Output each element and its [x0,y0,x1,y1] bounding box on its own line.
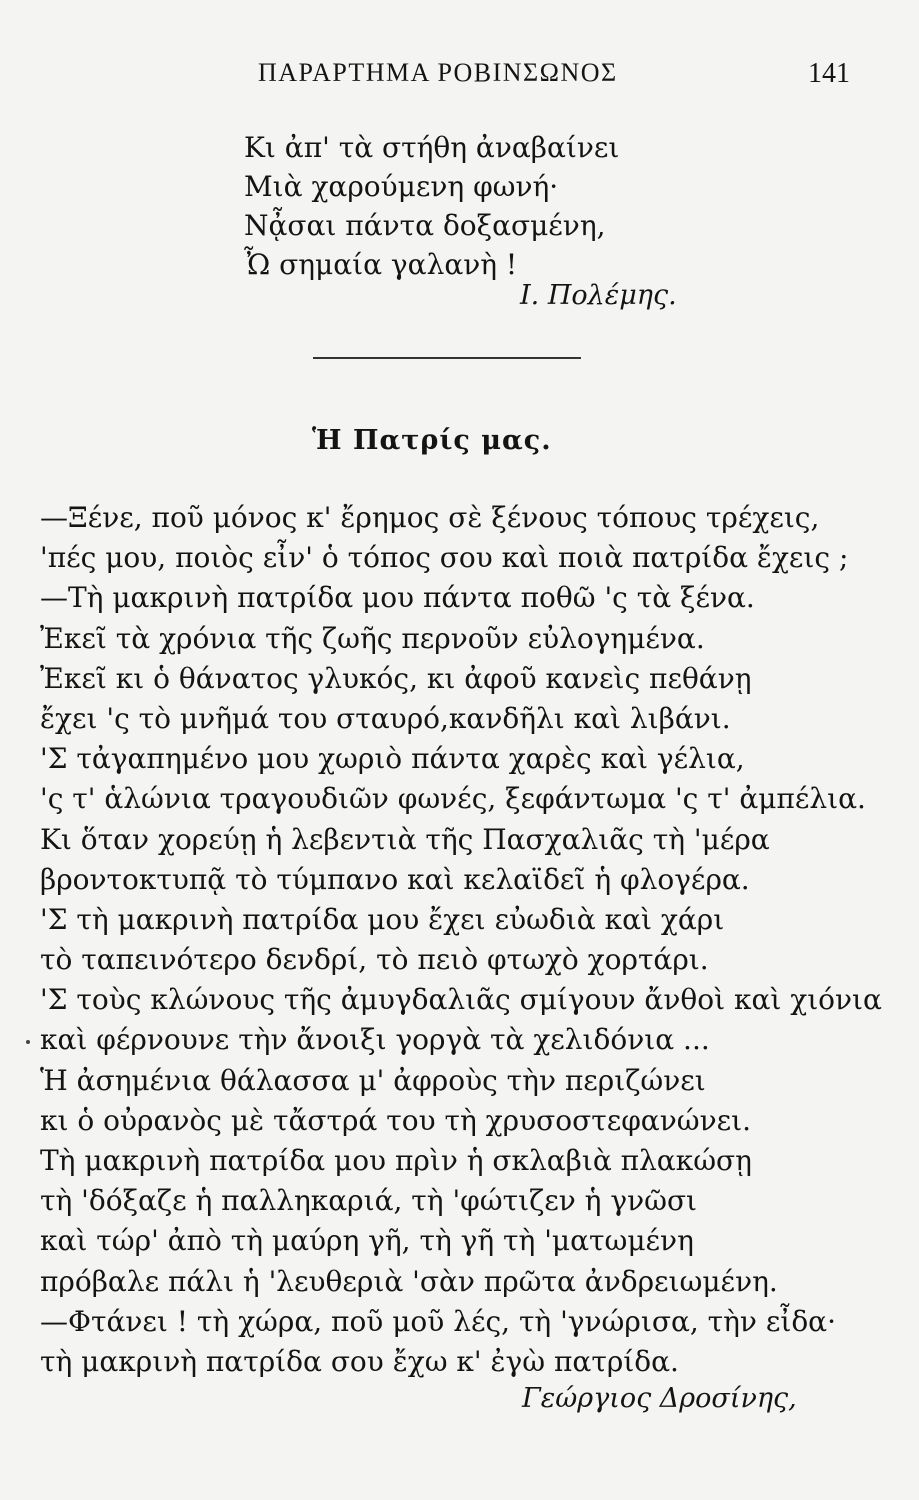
poem-line: τὴ 'δόξαζε ἡ παλληκαριά, τὴ 'φώτιζεν ἡ γνῶσι [40,1184,698,1218]
poem-line: καὶ τώρ' ἀπὸ τὴ μαύρη γῆ, τὴ γῆ τὴ 'ματωμένη [40,1224,694,1258]
poem-title: Ἡ Πατρίς μας. [312,425,552,456]
poem-line: 'Σ τὴ μακρινὴ πατρίδα μου ἔχει εὐωδιὰ καὶ χάρι [40,902,725,936]
running-title: ΠΑΡΑΡΤΗΜΑ ΡΟΒΙΝΣΩΝΟΣ [258,58,618,87]
poem-line: τὴ μακρινὴ πατρίδα σου ἔχω κ' ἐγὼ πατρίδα. [40,1344,679,1378]
poem-author: Γεώργιος Δροσίνης, [522,1383,797,1414]
poem-line: 'πές μου, ποιὸς εἶν' ὁ τόπος σου καὶ ποιὰ πατρίδα ἔχεις ; [40,541,849,575]
stanza-line: Μιὰ χαρούμενη φωνή· [244,170,559,203]
poem-line: πρόβαλε πάλι ἡ 'λευθεριὰ 'σὰν πρῶτα ἀνδρειωμένη. [40,1264,778,1298]
poem-line: Κι ὅταν χορεύῃ ἡ λεβεντιὰ τῆς Πασχαλιᾶς τὴ 'μέρα [40,822,770,856]
poem-line: κι ὁ οὐρανὸς μὲ τἄστρά του τὴ χρυσοστεφανώνει. [40,1103,751,1137]
running-header [258,58,858,98]
stanza-line: Νᾆσαι πάντα δοξασμένη, [244,209,606,242]
poem-line: ἔχει 'ς τὸ μνῆμά του σταυρό,κανδῆλι καὶ λιβάνι. [40,701,731,735]
poem-body [40,498,900,1382]
stanza-author: Ι. Πολέμης. [520,280,677,311]
poem-line: —Τὴ μακρινὴ πατρίδα μου πάντα ποθῶ 'ς τὰ ξένα. [40,581,755,615]
poem-line: Τὴ μακρινὴ πατρίδα μου πρὶν ἡ σκλαβιὰ πλακώσῃ [40,1144,752,1177]
poem-line: Ἐκεῖ κι ὁ θάνατος γλυκός, κι ἀφοῦ κανεὶς πεθάνῃ [40,661,752,695]
poem-line: 'Σ τοὺς κλώνους τῆς ἀμυγδαλιᾶς σμίγουν ἄνθοὶ καὶ χιόνια [40,983,882,1017]
page-number: 141 [808,58,850,89]
poem-line: Ἡ ἀσημένια θάλασσα μ' ἀφροὺς τὴν περιζώνει [40,1063,706,1097]
poem-line: —Φτάνει ! τὴ χώρα, ποῦ μοῦ λές, τὴ 'γνώρισα, τὴν εἶδα· [40,1304,836,1338]
poem-line: τὸ ταπεινότερο δενδρί, τὸ πειὸ φτωχὸ χορτάρι. [40,943,709,977]
poem-line: βροντοκτυπᾷ τὸ τύμπανο καὶ κελαϊδεῖ ἡ φλογέρα. [40,862,750,896]
closing-stanza [244,128,744,284]
poem-line: Ἐκεῖ τὰ χρόνια τῆς ζωῆς περνοῦν εὐλογημένα. [40,621,705,655]
poem-line: 'ς τ' ἁλώνια τραγουδιῶν φωνές, ξεφάντωμα 'ς τ' ἀμπέλια. [40,782,866,816]
stanza-line: Κι ἀπ' τὰ στήθη ἀναβαίνει [244,131,620,164]
section-divider [313,357,581,359]
ink-speck [26,1040,30,1044]
poem-line: 'Σ τἀγαπημένο μου χωριὸ πάντα χαρὲς καὶ γέλια, [40,742,745,776]
poem-line: —Ξένε, ποῦ μόνος κ' ἔρημος σὲ ξένους τόπους τρέχεις, [40,501,820,534]
stanza-line: Ὦ σημαία γαλανὴ ! [244,248,518,281]
poem-line: καὶ φέρνουνε τὴν ἄνοιξι γοργὰ τὰ χελιδόνια ... [40,1023,710,1057]
